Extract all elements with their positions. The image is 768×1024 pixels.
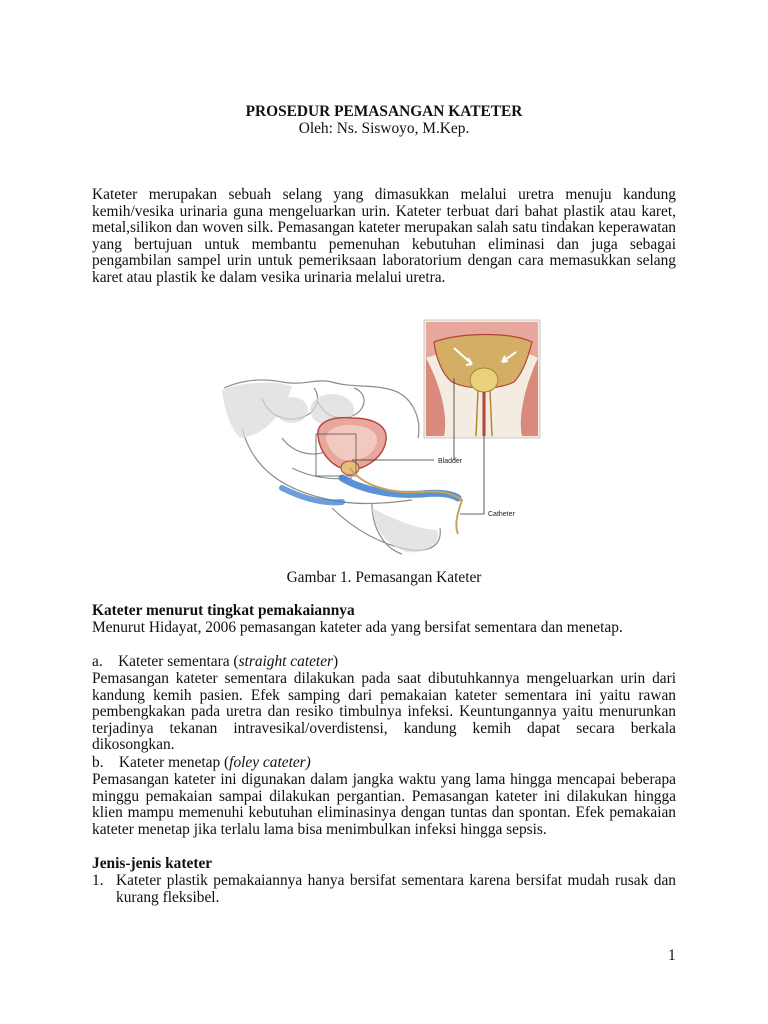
item-b-body: Pemasangan kateter ini digunakan dalam jangka waktu yang lama hingga mencapai beberapa minggu pemakaian sampai dilakukan pergantian. Pemasangan kateter ini dilakukan hingga klien mampu memenuhi kebutuhan eliminasinya dengan tuntas dan spontan. Efek pemakaian kateter menetap jika terlalu lama bisa menimbulkan infeksi hingga sepsis. xyxy=(92,771,676,838)
item-a-title xyxy=(92,654,676,671)
catheter-label: Catheter xyxy=(488,511,515,518)
figure-caption: Gambar 1. Pemasangan Kateter xyxy=(286,569,482,586)
item-a-prefix: a. Kateter sementara ( xyxy=(92,653,239,670)
list-item-number: 1. xyxy=(92,872,104,889)
intro-paragraph: Kateter merupakan sebuah selang yang dimasukkan melalui uretra menuju kandung kemih/vesika urinaria guna mengeluarkan urin. Kateter terbuat dari bahat plastik atau karet, metal,silikon dan woven silk. Pemasangan kateter merupakan salah satu tindakan keperawatan yang bertujuan untuk membantu pemenuhan kebutuhan eliminasi dan juga sebagai pengambilan sampel urin untuk pemeriksaan laboratorium dengan cara memasukkan selang karet atau plastik ke dalam vesika urinaria melalui uretra. xyxy=(92,186,676,286)
bladder-inset xyxy=(424,320,540,438)
section1-intro: Menurut Hidayat, 2006 pemasangan kateter ada yang bersifat sementara dan menetap. xyxy=(92,619,623,636)
list-item-text: Kateter plastik pemakaiannya hanya bersifat sementara karena bersifat mudah rusak dan kurang fleksibel. xyxy=(116,872,676,906)
item-a-body: Pemasangan kateter sementara dilakukan pada saat dibutuhkannya mengeluarkan urin dari kandung kemih pasien. Efek samping dari pemakaian kateter sementara ini yaitu rawan pembengkakan pada uretra dan resiko timbulnya infeksi. Keuntungannya yaitu menurunkan terjadinya tekanan intravesikal/overdistensi, kandung kemih dapat secara berkala dikosongkan. xyxy=(92,670,676,753)
document-title: PROSEDUR PEMASANGAN KATETER xyxy=(245,103,523,120)
page-number: 1 xyxy=(668,947,676,964)
item-b-prefix: b. Kateter menetap ( xyxy=(92,754,230,771)
item-b-title xyxy=(92,755,676,772)
section1-heading: Kateter menurut tingkat pemakaiannya xyxy=(92,602,355,619)
list-item xyxy=(92,873,676,907)
bladder-label: Bladder xyxy=(438,458,463,465)
item-a-suffix: ) xyxy=(333,653,339,670)
section2-heading: Jenis-jenis kateter xyxy=(92,855,213,872)
urethra-blue xyxy=(342,478,458,498)
document-author: Oleh: Ns. Siswoyo, M.Kep. xyxy=(298,120,470,137)
item-a-italic: straight cateter xyxy=(238,653,334,670)
bladder-main xyxy=(318,418,386,475)
item-b-italic: foley cateter) xyxy=(229,754,311,771)
catheter-illustration xyxy=(222,318,546,556)
anatomy-shading xyxy=(222,383,438,553)
